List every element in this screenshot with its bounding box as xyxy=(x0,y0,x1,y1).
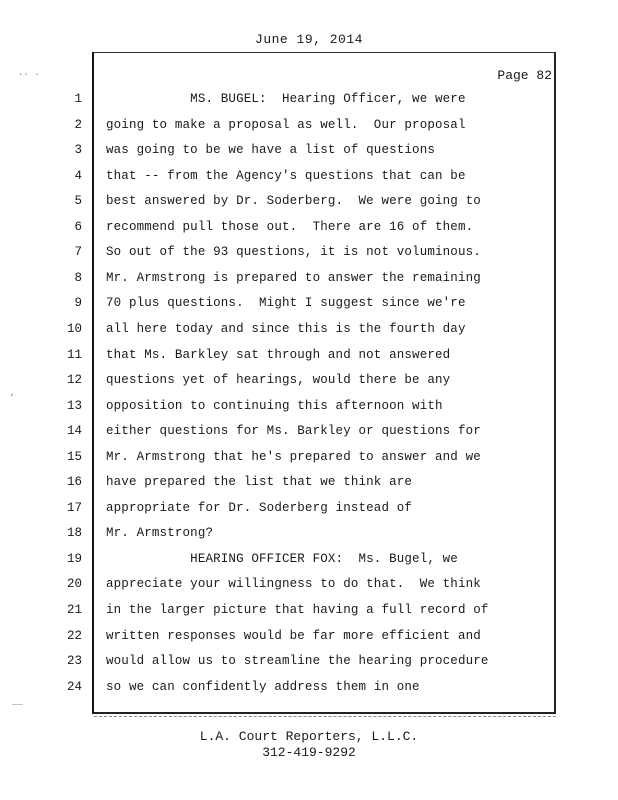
line-number: 11 xyxy=(66,348,82,362)
line-text: that Ms. Barkley sat through and not answered xyxy=(106,348,451,362)
line-number: 9 xyxy=(74,296,82,310)
line-text: appropriate for Dr. Soderberg instead of xyxy=(106,501,413,515)
frame-shadow xyxy=(94,716,556,717)
line-text: Mr. Armstrong? xyxy=(106,526,214,540)
line-number: 15 xyxy=(66,450,82,464)
footer-company: L.A. Court Reporters, L.L.C. xyxy=(199,729,419,744)
scan-mark: .. . xyxy=(18,68,40,78)
scan-mark: ‾‾ xyxy=(12,704,23,714)
transcript-date: June 19, 2014 xyxy=(255,32,363,47)
line-text: would allow us to streamline the hearing procedure xyxy=(106,654,489,668)
line-number: 13 xyxy=(66,399,82,413)
line-number: 24 xyxy=(66,680,82,694)
line-text: either questions for Ms. Barkley or questions for xyxy=(106,424,481,438)
line-number: 4 xyxy=(74,169,82,183)
line-number: 19 xyxy=(66,552,82,566)
line-text: best answered by Dr. Soderberg. We were going to xyxy=(106,194,481,208)
line-number: 14 xyxy=(66,424,82,438)
line-text: recommend pull those out. There are 16 of them. xyxy=(106,220,474,234)
page-number: Page 82 xyxy=(497,68,552,83)
line-number: 3 xyxy=(74,143,82,157)
line-text: in the larger picture that having a full record of xyxy=(106,603,489,617)
line-number: 16 xyxy=(66,475,82,489)
line-number: 7 xyxy=(74,245,82,259)
line-number: 6 xyxy=(74,220,82,234)
line-text: that -- from the Agency's questions that can be xyxy=(106,169,466,183)
line-text: written responses would be far more efficient and xyxy=(106,629,481,643)
line-number: 20 xyxy=(66,577,82,591)
line-text: 70 plus questions. Might I suggest since we're xyxy=(106,296,466,310)
line-text: going to make a proposal as well. Our proposal xyxy=(106,118,466,132)
line-text: So out of the 93 questions, it is not voluminous. xyxy=(106,245,481,259)
line-number: 21 xyxy=(66,603,82,617)
line-number: 1 xyxy=(74,92,82,106)
line-text: Mr. Armstrong is prepared to answer the remaining xyxy=(106,271,481,285)
line-number: 23 xyxy=(66,654,82,668)
line-text: was going to be we have a list of questions xyxy=(106,143,436,157)
line-number: 12 xyxy=(66,373,82,387)
line-text: questions yet of hearings, would there be any xyxy=(106,373,451,387)
line-number: 5 xyxy=(74,194,82,208)
line-text: MS. BUGEL: Hearing Officer, we were xyxy=(106,92,466,106)
line-number: 22 xyxy=(66,629,82,643)
line-number: 10 xyxy=(66,322,82,336)
line-number: 2 xyxy=(74,118,82,132)
line-text: all here today and since this is the fourth day xyxy=(106,322,466,336)
line-number: 17 xyxy=(66,501,82,515)
line-text: Mr. Armstrong that he's prepared to answer and we xyxy=(106,450,481,464)
line-number: 8 xyxy=(74,271,82,285)
line-text: HEARING OFFICER FOX: Ms. Bugel, we xyxy=(106,552,458,566)
line-text: have prepared the list that we think are xyxy=(106,475,413,489)
footer-phone: 312-419-9292 xyxy=(262,745,356,760)
scan-mark: , xyxy=(10,388,16,398)
line-text: appreciate your willingness to do that. We think xyxy=(106,577,481,591)
line-text: opposition to continuing this afternoon with xyxy=(106,399,443,413)
line-number: 18 xyxy=(66,526,82,540)
line-text: so we can confidently address them in one xyxy=(106,680,420,694)
